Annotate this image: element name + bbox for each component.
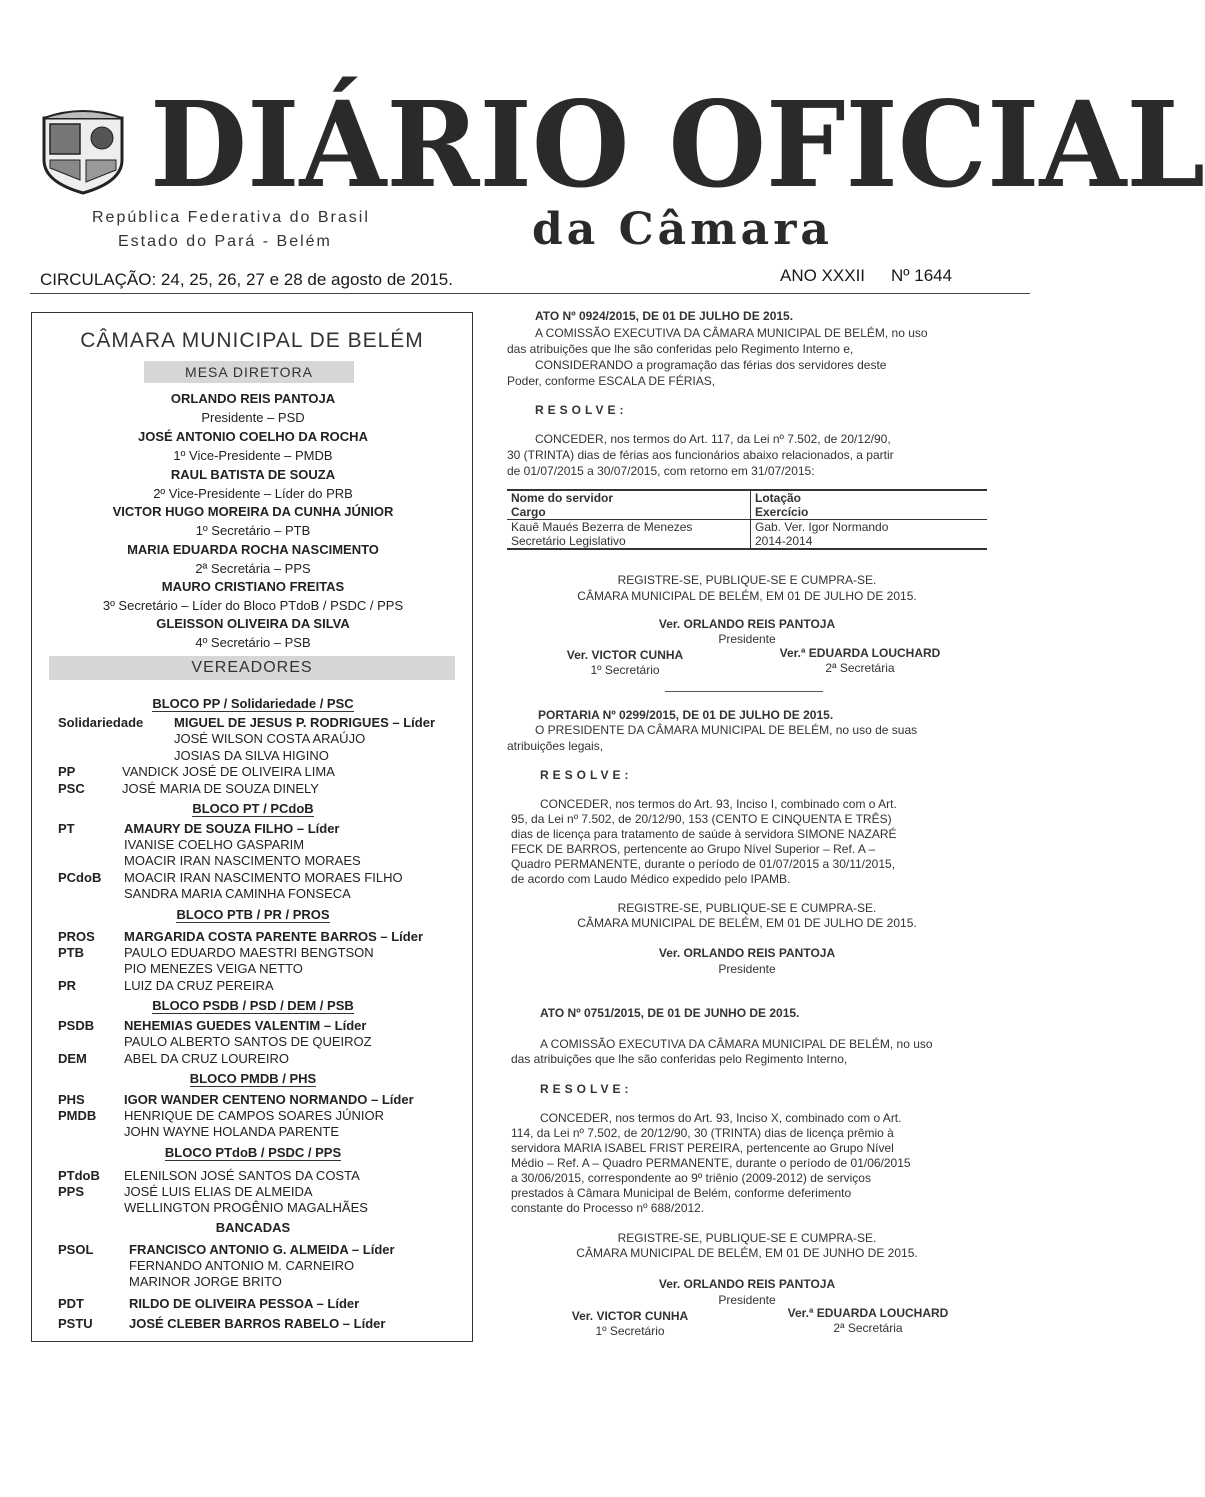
bloco-title: BLOCO PP / Solidariedade / PSC bbox=[152, 696, 354, 711]
bloco-title: BLOCO PT / PCdoB bbox=[192, 801, 314, 816]
ato1-text: das atribuições que lhe são conferidas pelo Regimento Interno e, bbox=[507, 342, 854, 356]
table-cell: Gab. Ver. Igor Normando 2014-2014 bbox=[751, 520, 988, 550]
mesa-member-name: GLEISSON OLIVEIRA DA SILVA bbox=[156, 616, 350, 631]
signature-president: Ver. ORLANDO REIS PANTOJA bbox=[658, 617, 836, 631]
party-label: PPS bbox=[58, 1184, 85, 1199]
member-name: JOSIAS DA SILVA HIGINO bbox=[174, 748, 329, 763]
party-label: PMDB bbox=[58, 1108, 97, 1123]
resolve-heading: RESOLVE: bbox=[540, 1082, 633, 1096]
mesa-member-name: MARIA EDUARDA ROCHA NASCIMENTO bbox=[127, 542, 379, 557]
portaria-text: O PRESIDENTE DA CÂMARA MUNICIPAL DE BELÉM, no uso de suas bbox=[535, 723, 918, 737]
signature-role: Presidente bbox=[718, 632, 776, 646]
mesa-member-name: RAUL BATISTA DE SOUZA bbox=[170, 467, 336, 482]
member-name: VANDICK JOSÉ DE OLIVEIRA LIMA bbox=[122, 764, 335, 779]
ato1-title: ATO Nº 0924/2015, DE 01 DE JULHO DE 2015. bbox=[535, 309, 794, 323]
table-header-cell: Lotação Exercício bbox=[751, 490, 988, 520]
member-name: PIO MENEZES VEIGA NETTO bbox=[124, 961, 303, 976]
ferias-table bbox=[507, 489, 987, 550]
vereadores-band: VEREADORES bbox=[49, 656, 455, 680]
bloco-title: BLOCO PSDB / PSD / DEM / PSB bbox=[152, 998, 354, 1013]
member-name: HENRIQUE DE CAMPOS SOARES JÚNIOR bbox=[124, 1108, 385, 1123]
member-name: LUIZ DA CRUZ PEREIRA bbox=[124, 978, 274, 993]
ato2-text: A COMISSÃO EXECUTIVA DA CÂMARA MUNICIPAL DE BELÉM, no uso bbox=[540, 1037, 933, 1051]
member-name: IGOR WANDER CENTENO NORMANDO – Líder bbox=[124, 1092, 414, 1107]
member-name: JOSÉ WILSON COSTA ARAÚJO bbox=[174, 731, 366, 746]
member-name: FERNANDO ANTONIO M. CARNEIRO bbox=[129, 1258, 355, 1273]
party-label: PT bbox=[58, 821, 75, 836]
ato2-text: a 30/06/2015, correspondente ao 9º triênio (2009-2012) de serviços bbox=[511, 1171, 871, 1185]
signature-president: Ver. ORLANDO REIS PANTOJA bbox=[658, 1277, 836, 1291]
member-name: MARINOR JORGE BRITO bbox=[129, 1274, 282, 1289]
issue-year: ANO XXXII bbox=[780, 266, 866, 285]
ato2-text: Médio – Ref. A – Quadro PERMANENTE, durante o período de 01/06/2015 bbox=[511, 1156, 911, 1170]
registre-date: CÂMARA MUNICIPAL DE BELÉM, EM 01 DE JUNHO DE 2015. bbox=[576, 1246, 918, 1260]
party-label: PR bbox=[58, 978, 77, 993]
mesa-member-role: 1º Secretário – PTB bbox=[195, 523, 311, 538]
portaria-text: Quadro PERMANENTE, durante o período de 01/07/2015 a 30/11/2015, bbox=[511, 857, 896, 871]
member-name: WELLINGTON PROGÊNIO MAGALHÃES bbox=[124, 1200, 368, 1215]
signature-secretary-2: Ver.ª EDUARDA LOUCHARD bbox=[787, 1306, 949, 1320]
party-label: PP bbox=[58, 764, 76, 779]
party-label: PTdoB bbox=[58, 1168, 100, 1183]
party-label: Solidariedade bbox=[58, 715, 144, 730]
table-header-row bbox=[507, 490, 987, 520]
header-divider bbox=[30, 293, 1030, 294]
portaria-title: PORTARIA Nº 0299/2015, DE 01 DE JULHO DE 2015. bbox=[538, 708, 834, 722]
resolve-heading: RESOLVE: bbox=[535, 403, 628, 417]
mesa-member-role: 1º Vice-Presidente – PMDB bbox=[173, 448, 333, 463]
signature-role: Presidente bbox=[718, 962, 776, 976]
portaria-text: atribuições legais, bbox=[507, 739, 604, 753]
mesa-member-role: 3º Secretário – Líder do Bloco PTdoB / PSDC / PPS bbox=[102, 598, 404, 613]
member-name: NEHEMIAS GUEDES VALENTIM – Líder bbox=[124, 1018, 367, 1033]
circulation-dates: CIRCULAÇÃO: 24, 25, 26, 27 e 28 de agosto de 2015. bbox=[40, 270, 453, 289]
party-label: PROS bbox=[58, 929, 95, 944]
bloco-title: BLOCO PMDB / PHS bbox=[189, 1071, 317, 1086]
mesa-member-role: 4º Secretário – PSB bbox=[195, 635, 311, 650]
party-label: PTB bbox=[58, 945, 84, 960]
signature-secretary-1: Ver. VICTOR CUNHA bbox=[571, 1309, 689, 1323]
registre-line: REGISTRE-SE, PUBLIQUE-SE E CUMPRA-SE. bbox=[617, 901, 877, 915]
party-label: PDT bbox=[58, 1296, 84, 1311]
mesa-member-role: 2ª Secretária – PPS bbox=[195, 561, 311, 576]
ato2-text: 114, da Lei nº 7.502, de 20/12/90, 30 (TRINTA) dias de licença prêmio à bbox=[511, 1126, 894, 1140]
bloco-title: BLOCO PTB / PR / PROS bbox=[176, 907, 330, 922]
mesa-member-name: ORLANDO REIS PANTOJA bbox=[170, 391, 336, 406]
ato1-text: A COMISSÃO EXECUTIVA DA CÂMARA MUNICIPAL DE BELÉM, no uso bbox=[535, 326, 928, 340]
member-name: PAULO EDUARDO MAESTRI BENGTSON bbox=[124, 945, 374, 960]
party-label: PCdoB bbox=[58, 870, 102, 885]
signature-secretary-2: Ver.ª EDUARDA LOUCHARD bbox=[779, 646, 941, 660]
ato2-text: prestados à Câmara Municipal de Belém, conforme deferimento bbox=[511, 1186, 852, 1200]
republic-line: República Federativa do Brasil bbox=[92, 209, 370, 226]
member-name: PAULO ALBERTO SANTOS DE QUEIROZ bbox=[124, 1034, 372, 1049]
ato2-title: ATO Nº 0751/2015, DE 01 DE JUNHO DE 2015. bbox=[540, 1006, 800, 1020]
member-name: JOHN WAYNE HOLANDA PARENTE bbox=[124, 1124, 340, 1139]
registre-date: CÂMARA MUNICIPAL DE BELÉM, EM 01 DE JULHO DE 2015. bbox=[577, 589, 917, 603]
issue-info bbox=[780, 266, 978, 286]
member-name: MOACIR IRAN NASCIMENTO MORAES FILHO bbox=[124, 870, 403, 885]
city-coat-of-arms-logo bbox=[36, 100, 130, 195]
ato2-text: CONCEDER, nos termos do Art. 93, Inciso X, combinado com o Art. bbox=[540, 1111, 902, 1125]
party-label: PSC bbox=[58, 781, 85, 796]
member-name: AMAURY DE SOUZA FILHO – Líder bbox=[124, 821, 340, 836]
bloco-title: BLOCO PTdoB / PSDC / PPS bbox=[164, 1145, 342, 1160]
registre-line: REGISTRE-SE, PUBLIQUE-SE E CUMPRA-SE. bbox=[617, 573, 877, 587]
portaria-text: de acordo com Laudo Médico expedido pelo IPAMB. bbox=[511, 872, 791, 886]
bancadas-title: BANCADAS bbox=[215, 1220, 291, 1235]
mesa-diretora-band: MESA DIRETORA bbox=[144, 361, 354, 383]
signature-president: Ver. ORLANDO REIS PANTOJA bbox=[658, 946, 836, 960]
masthead-title: DIÁRIO OFICIAL bbox=[150, 76, 1205, 215]
signature-role: 2ª Secretária bbox=[825, 661, 895, 675]
ato1-text: 30 (TRINTA) dias de férias aos funcionários abaixo relacionados, a partir bbox=[507, 448, 894, 462]
signature-role: 2ª Secretária bbox=[833, 1321, 903, 1335]
mesa-member-name: MAURO CRISTIANO FREITAS bbox=[161, 579, 345, 594]
party-label: PHS bbox=[58, 1092, 85, 1107]
portaria-text: 95, da Lei nº 7.502, de 20/12/90, 153 (CENTO E CINQUENTA E TRÊS) bbox=[511, 812, 892, 826]
table-header-cell: Nome do servidor Cargo bbox=[507, 490, 751, 520]
member-name: ELENILSON JOSÉ SANTOS DA COSTA bbox=[124, 1168, 360, 1183]
ato2-text: constante do Processo nº 688/2012. bbox=[511, 1201, 705, 1215]
signature-role: 1º Secretário bbox=[595, 1324, 665, 1338]
party-label: PSOL bbox=[58, 1242, 94, 1257]
signature-secretary-1: Ver. VICTOR CUNHA bbox=[566, 648, 684, 662]
member-name: RILDO DE OLIVEIRA PESSOA – Líder bbox=[129, 1296, 360, 1311]
issue-number: Nº 1644 bbox=[891, 266, 953, 285]
member-name: MIGUEL DE JESUS P. RODRIGUES – Líder bbox=[174, 715, 436, 730]
mesa-member-name: JOSÉ ANTONIO COELHO DA ROCHA bbox=[138, 429, 368, 444]
ato1-text: Poder, conforme ESCALA DE FÉRIAS, bbox=[507, 374, 716, 388]
member-name: SANDRA MARIA CAMINHA FONSECA bbox=[124, 886, 351, 901]
signature-role: Presidente bbox=[718, 1293, 776, 1307]
party-label: PSDB bbox=[58, 1018, 95, 1033]
mesa-member-role: 2º Vice-Presidente – Líder do PRB bbox=[153, 486, 353, 501]
ato1-text: CONCEDER, nos termos do Art. 117, da Lei nº 7.502, de 20/12/90, bbox=[535, 432, 891, 446]
resolve-heading: RESOLVE: bbox=[540, 768, 633, 782]
ato2-text: servidora MARIA ISABEL FRIST PEREIRA, pertencente ao Grupo Nível bbox=[511, 1141, 894, 1155]
mesa-member-role: Presidente – PSD bbox=[201, 410, 305, 425]
council-roster-box bbox=[31, 312, 473, 1342]
council-heading: CÂMARA MUNICIPAL DE BELÉM bbox=[80, 329, 424, 352]
member-name: FRANCISCO ANTONIO G. ALMEIDA – Líder bbox=[129, 1242, 395, 1257]
table-row bbox=[507, 520, 987, 550]
ato1-text: CONSIDERANDO a programação das férias dos servidores deste bbox=[535, 358, 887, 372]
registre-line: REGISTRE-SE, PUBLIQUE-SE E CUMPRA-SE. bbox=[617, 1231, 877, 1245]
party-label: DEM bbox=[58, 1051, 87, 1066]
state-line: Estado do Pará - Belém bbox=[118, 233, 332, 250]
portaria-text: CONCEDER, nos termos do Art. 93, Inciso I, combinado com o Art. bbox=[540, 797, 897, 811]
portaria-text: FECK DE BARROS, pertencente ao Grupo Nível Superior – Ref. A – bbox=[511, 842, 876, 856]
member-name: JOSÉ LUIS ELIAS DE ALMEIDA bbox=[124, 1184, 313, 1199]
member-name: ABEL DA CRUZ LOUREIRO bbox=[124, 1051, 289, 1066]
member-name: JOSÉ CLEBER BARROS RABELO – Líder bbox=[129, 1316, 386, 1331]
ato2-text: das atribuições que lhe são conferidas pelo Regimento Interno, bbox=[511, 1052, 848, 1066]
section-divider bbox=[665, 691, 823, 692]
ato1-text: de 01/07/2015 a 30/07/2015, com retorno em 31/07/2015: bbox=[507, 464, 815, 478]
signature-role: 1º Secretário bbox=[590, 663, 660, 677]
table-cell: Kauê Maués Bezerra de Menezes Secretário Legislativo bbox=[507, 520, 751, 550]
portaria-text: dias de licença para tratamento de saúde à servidora SIMONE NAZARÉ bbox=[511, 827, 897, 841]
party-label: PSTU bbox=[58, 1316, 93, 1331]
registre-date: CÂMARA MUNICIPAL DE BELÉM, EM 01 DE JULHO DE 2015. bbox=[577, 916, 917, 930]
member-name: JOSÉ MARIA DE SOUZA DINELY bbox=[122, 781, 319, 796]
member-name: MOACIR IRAN NASCIMENTO MORAES bbox=[124, 853, 361, 868]
masthead-subtitle: da Câmara bbox=[532, 204, 833, 255]
mesa-member-name: VICTOR HUGO MOREIRA DA CUNHA JÚNIOR bbox=[112, 504, 394, 519]
member-name: IVANISE COELHO GASPARIM bbox=[124, 837, 305, 852]
member-name: MARGARIDA COSTA PARENTE BARROS – Líder bbox=[124, 929, 424, 944]
